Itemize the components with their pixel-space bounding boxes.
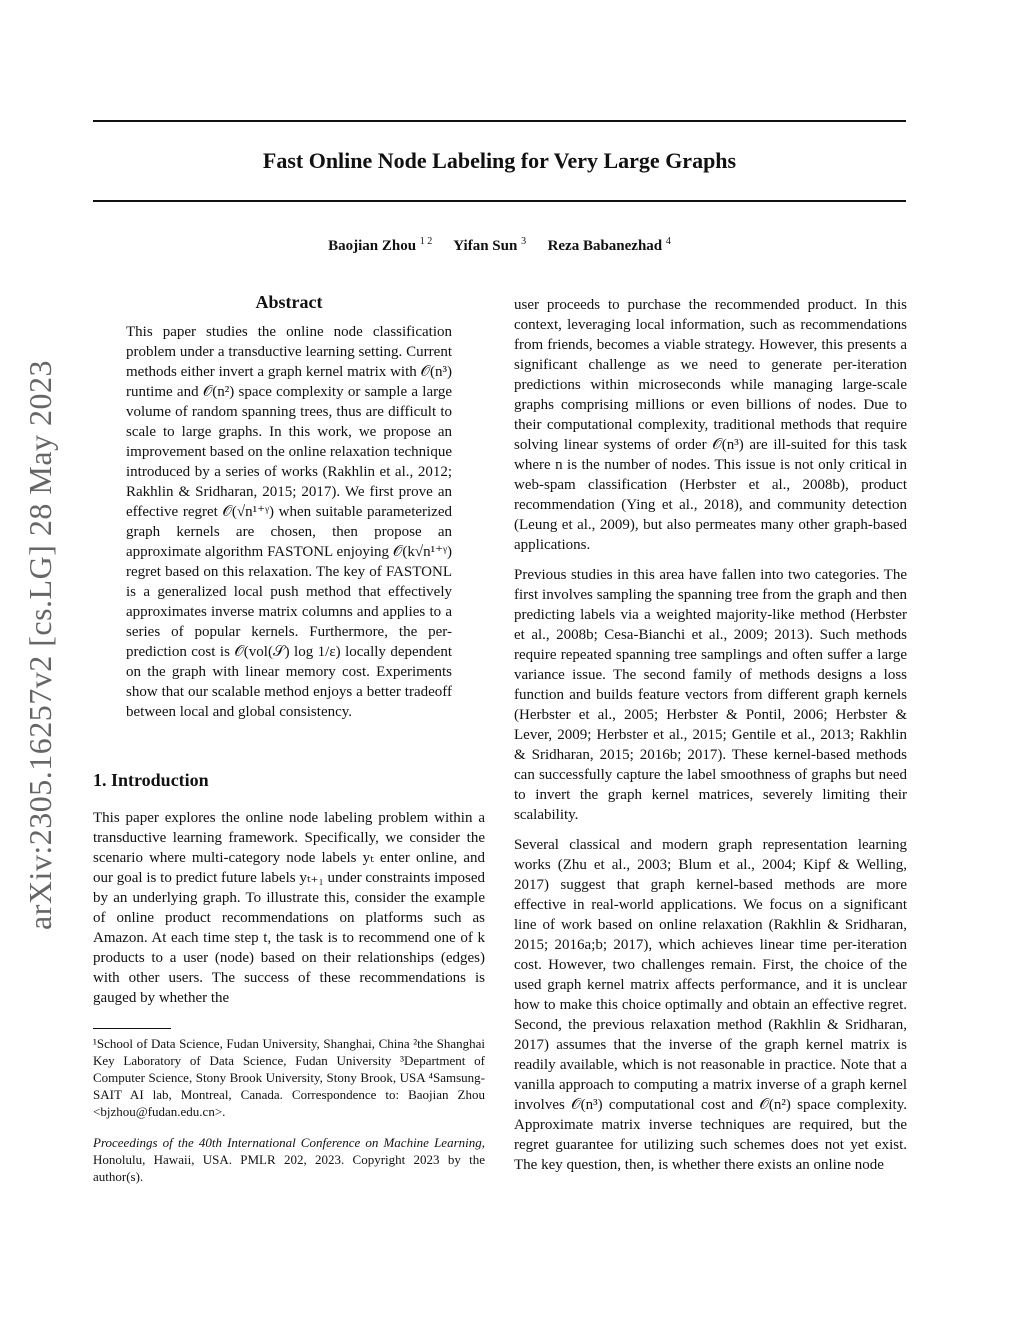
abstract-heading: Abstract xyxy=(255,292,323,312)
footnote-rule xyxy=(93,1028,171,1029)
affiliations-footnote: ¹School of Data Science, Fudan University, Shanghai, China ²the Shanghai Key Laboratory of Data Science, Fudan University ³Department of Computer Science, Stony Brook University, Stony Brook, USA ⁴Samsung-SAIT AI lab, Montreal, Canada. Correspondence to: Baojian Zhou <bjzhou@fudan.edu.cn>. xyxy=(93,1036,485,1119)
title-bottom-rule xyxy=(93,200,906,202)
abstract-text: This paper studies the online node classification problem under a transductive learning setting. Current methods either invert a graph kernel matrix with 𝒪(n³) runtime and 𝒪(n²) space complexity or sample a large volume of random spanning trees, thus are difficult to scale to large graphs. In this work, we propose an improvement based on the online relaxation technique introduced by a series of works (Rakhlin et al., 2012; Rakhlin & Sridharan, 2015; 2017). We first prove an effective regret 𝒪(√n¹⁺ᵞ) when suitable parameterized graph kernels are chosen, then propose an approximate algorithm FASTONL enjoying 𝒪(k√n¹⁺ᵞ) regret based on this relaxation. The key of FASTONL is a generalized local push method that effectively approximates inverse matrix columns and applies to a series of popular kernels. Furthermore, the per-prediction cost is 𝒪(vol(𝒮) log 1/ε) locally dependent on the graph with linear memory cost. Experiments show that our scalable method enjoys a better tradeoff between local and global consistency. xyxy=(126,324,452,720)
proceedings-note xyxy=(93,1134,485,1185)
author-list xyxy=(93,236,906,255)
author-name: Reza Babanezhad xyxy=(547,238,663,254)
author-affiliation: 3 xyxy=(521,236,527,247)
author-affiliation: 1 2 xyxy=(419,236,433,247)
title-top-rule xyxy=(93,120,906,122)
body-paragraph: Previous studies in this area have fallen into two categories. The first involves sampling the spanning tree from the graph and then predicting labels via a weighted majority-like method (Herbster et al., 2008b; Cesa-Bianchi et al., 2009; 2013). Such methods require repeated spanning tree samplings and often suffer a large variance issue. The second family of methods designs a loss function and builds feature vectors from different graph kernels (Herbster et al., 2005; Herbster & Pontil, 2006; Herbster & Lever, 2009; Herbster et al., 2015; Gentile et al., 2013; Rakhlin & Sridharan, 2015; 2016b; 2017). These kernel-based methods can successfully capture the label smoothness of graphs but need to invert the graph kernel matrices, severely limiting their scalability. xyxy=(514,567,907,823)
proceedings-details: , Honolulu, Hawaii, USA. PMLR 202, 2023. Copyright 2023 by the author(s). xyxy=(93,1135,485,1184)
body-paragraph: user proceeds to purchase the recommended product. In this context, leveraging local information, such as recommendations from friends, becomes a viable strategy. However, this presents a significant challenge as we need to generate per-iteration predictions within microseconds while managing large-scale graphs comprising millions or even billions of nodes. Due to their computational complexity, traditional methods that require solving linear systems of order 𝒪(n³) are ill-suited for this task where n is the number of nodes. This issue is not only critical in web-spam classification (Herbster et al., 2008b), product recommendation (Ying et al., 2018), and community detection (Leung et al., 2009), but also permeates many other graph-based applications. xyxy=(514,297,907,553)
introduction-heading: 1. Introduction xyxy=(93,770,209,790)
right-column xyxy=(514,295,907,1185)
arxiv-side-stamp: arXiv:2305.16257v2 [cs.LG] 28 May 2023 xyxy=(22,359,58,930)
paper-title: Fast Online Node Labeling for Very Large Graphs xyxy=(262,148,737,173)
author-name: Baojian Zhou xyxy=(328,238,417,254)
proceedings-venue: Proceedings of the 40th International Conference on Machine Learning xyxy=(93,1135,482,1150)
author-affiliation: 4 xyxy=(665,236,671,247)
author-name: Yifan Sun xyxy=(453,238,518,254)
left-column xyxy=(93,290,485,1185)
introduction-text: This paper explores the online node labeling problem within a transductive learning framework. Specifically, we consider the scenario where multi-category node labels yₜ enter online, and our goal is to predict future labels yₜ₊₁ under constraints imposed by an underlying graph. To illustrate this, consider the example of online product recommendations on platforms such as Amazon. At each time step t, the task is to recommend one of k products to a user (node) based on their relationships (edges) with other users. The success of these recommendations is gauged by whether the xyxy=(93,810,485,1006)
body-paragraph: Several classical and modern graph representation learning works (Zhu et al., 2003; Blum et al., 2004; Kipf & Welling, 2017) suggest that graph kernel-based methods are more effective in real-world applications. We focus on a significant line of work based on online relaxation (Rakhlin & Sridharan, 2015; 2016a;b; 2017), which achieves linear time per-iteration cost. However, two challenges remain. First, the choice of the used graph kernel matrix affects performance, and it is unclear how to make this choice optimally and obtain an effective regret. Second, the previous relaxation method (Rakhlin & Sridharan, 2017) assumes that the inverse of the graph kernel matrix is readily available, which is not reasonable in practice. Note that a vanilla approach to computing a matrix inverse of a graph kernel involves 𝒪(n³) computational cost and 𝒪(n²) space complexity. Approximate matrix inverse techniques are required, but the regret guarantee for utilizing such schemes does not yet exist. The key question, then, is whether there exists an online node xyxy=(514,837,907,1173)
